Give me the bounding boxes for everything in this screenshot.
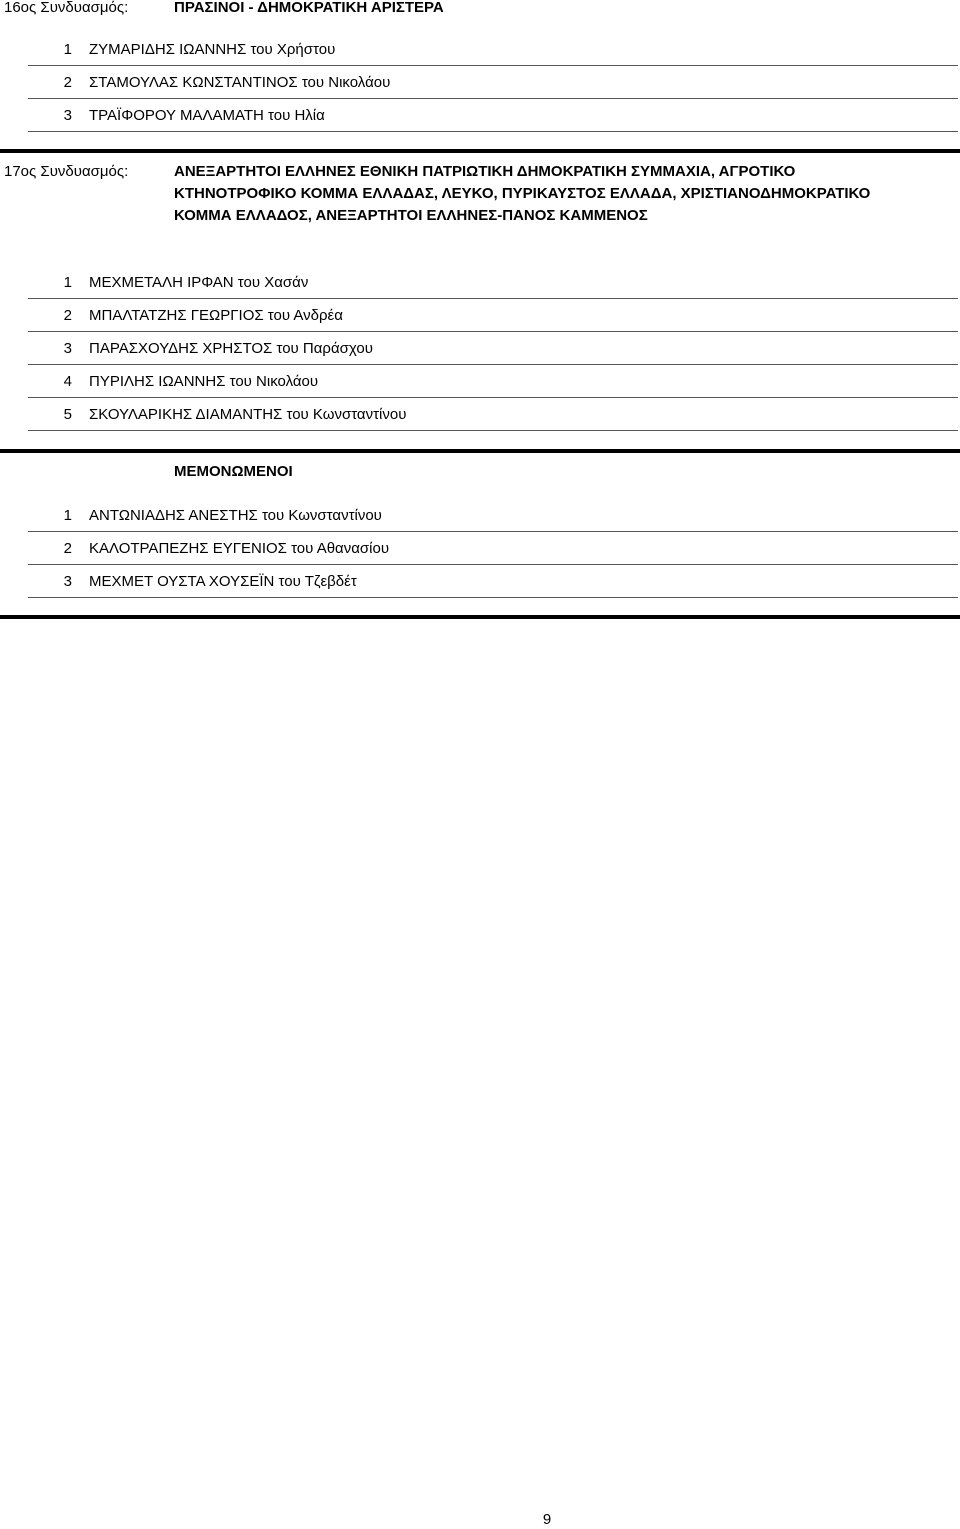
candidate-number: 3 — [63, 573, 72, 590]
candidate-row — [28, 299, 958, 332]
candidate-name: ΑΝΤΩΝΙΑΔΗΣ ΑΝΕΣΤΗΣ του Κωνσταντίνου — [89, 507, 382, 524]
candidate-name: ΖΥΜΑΡΙΔΗΣ ΙΩΑΝΝΗΣ του Χρήστου — [89, 41, 336, 58]
candidate-number: 1 — [63, 41, 72, 58]
candidate-row — [28, 266, 958, 299]
candidate-name: ΜΕΧΜΕΤΑΛΗ ΙΡΦΑΝ του Χασάν — [89, 274, 309, 291]
candidate-number: 1 — [63, 274, 72, 291]
candidate-row — [28, 332, 958, 365]
candidate-row — [28, 365, 958, 398]
candidate-name: ΣΚΟΥΛΑΡΙΚΗΣ ΔΙΑΜΑΝΤΗΣ του Κωνσταντίνου — [89, 406, 407, 423]
candidate-name: ΚΑΛΟΤΡΑΠΕΖΗΣ ΕΥΓΕΝΙΟΣ του Αθανασίου — [89, 540, 390, 557]
candidate-number: 1 — [63, 507, 72, 524]
section-divider — [0, 615, 960, 619]
candidate-row — [28, 398, 958, 431]
candidate-name: ΣΤΑΜΟΥΛΑΣ ΚΩΝΣΤΑΝΤΙΝΟΣ του Νικολάου — [89, 74, 391, 91]
candidate-name: ΜΕΧΜΕΤ ΟΥΣΤΑ ΧΟΥΣΕΪΝ του Τζεβδέτ — [89, 573, 357, 590]
candidate-name: ΜΠΑΛΤΑΤΖΗΣ ΓΕΩΡΓΙΟΣ του Ανδρέα — [89, 307, 343, 324]
candidate-number: 4 — [63, 373, 72, 390]
candidate-number: 5 — [63, 406, 72, 423]
candidate-name: ΠΥΡΙΛΗΣ ΙΩΑΝΝΗΣ του Νικολάου — [89, 373, 319, 390]
section-divider — [0, 149, 960, 153]
candidate-row — [28, 532, 958, 565]
coalition-16-name: ΠΡΑΣΙΝΟΙ - ΔΗΜΟΚΡΑΤΙΚΗ ΑΡΙΣΤΕΡΑ — [174, 0, 444, 16]
coalition-17-name: ΑΝΕΞΑΡΤΗΤΟΙ ΕΛΛΗΝΕΣ ΕΘΝΙΚΗ ΠΑΤΡΙΩΤΙΚΗ ΔΗΜΟΚΡΑΤΙΚΗ ΣΥΜΜΑΧΙΑ, ΑΓΡΟΤΙΚΟ ΚΤΗΝΟΤΡΟΦΙΚΟ ΚΟΜΜΑ ΕΛΛΑΔΑΣ, ΛΕΥΚΟ, ΠΥΡΙΚΑΥΣΤΟΣ ΕΛΛΑΔΑ, ΧΡΙΣΤΙΑΝΟΔΗΜΟΚΡΑΤΙΚΟ ΚΟΜΜΑ ΕΛΛΑΔΟΣ, ΑΝΕΞΑΡΤΗΤΟΙ ΕΛΛΗΝΕΣ-ΠΑΝΟΣ ΚΑΜΜΕΝΟΣ — [174, 163, 871, 224]
section-divider — [0, 449, 960, 453]
candidate-row — [28, 565, 958, 598]
coalition-17-label: 17ος Συνδυασμός: — [4, 163, 129, 180]
candidate-number: 2 — [63, 74, 72, 91]
candidate-name: ΤΡΑΪΦΟΡΟΥ ΜΑΛΑΜΑΤΗ του Ηλία — [89, 107, 325, 124]
candidate-number: 2 — [63, 540, 72, 557]
coalition-16-label: 16ος Συνδυασμός: — [4, 0, 129, 16]
page-number: 9 — [542, 1511, 552, 1528]
candidate-row — [28, 99, 958, 132]
candidate-row — [28, 33, 958, 66]
candidate-number: 2 — [63, 307, 72, 324]
independents-title: ΜΕΜΟΝΩΜΕΝΟΙ — [174, 463, 293, 480]
candidate-number: 3 — [63, 340, 72, 357]
candidate-row — [28, 499, 958, 532]
candidate-name: ΠΑΡΑΣΧΟΥΔΗΣ ΧΡΗΣΤΟΣ του Παράσχου — [89, 340, 373, 357]
candidate-number: 3 — [63, 107, 72, 124]
candidate-row — [28, 66, 958, 99]
